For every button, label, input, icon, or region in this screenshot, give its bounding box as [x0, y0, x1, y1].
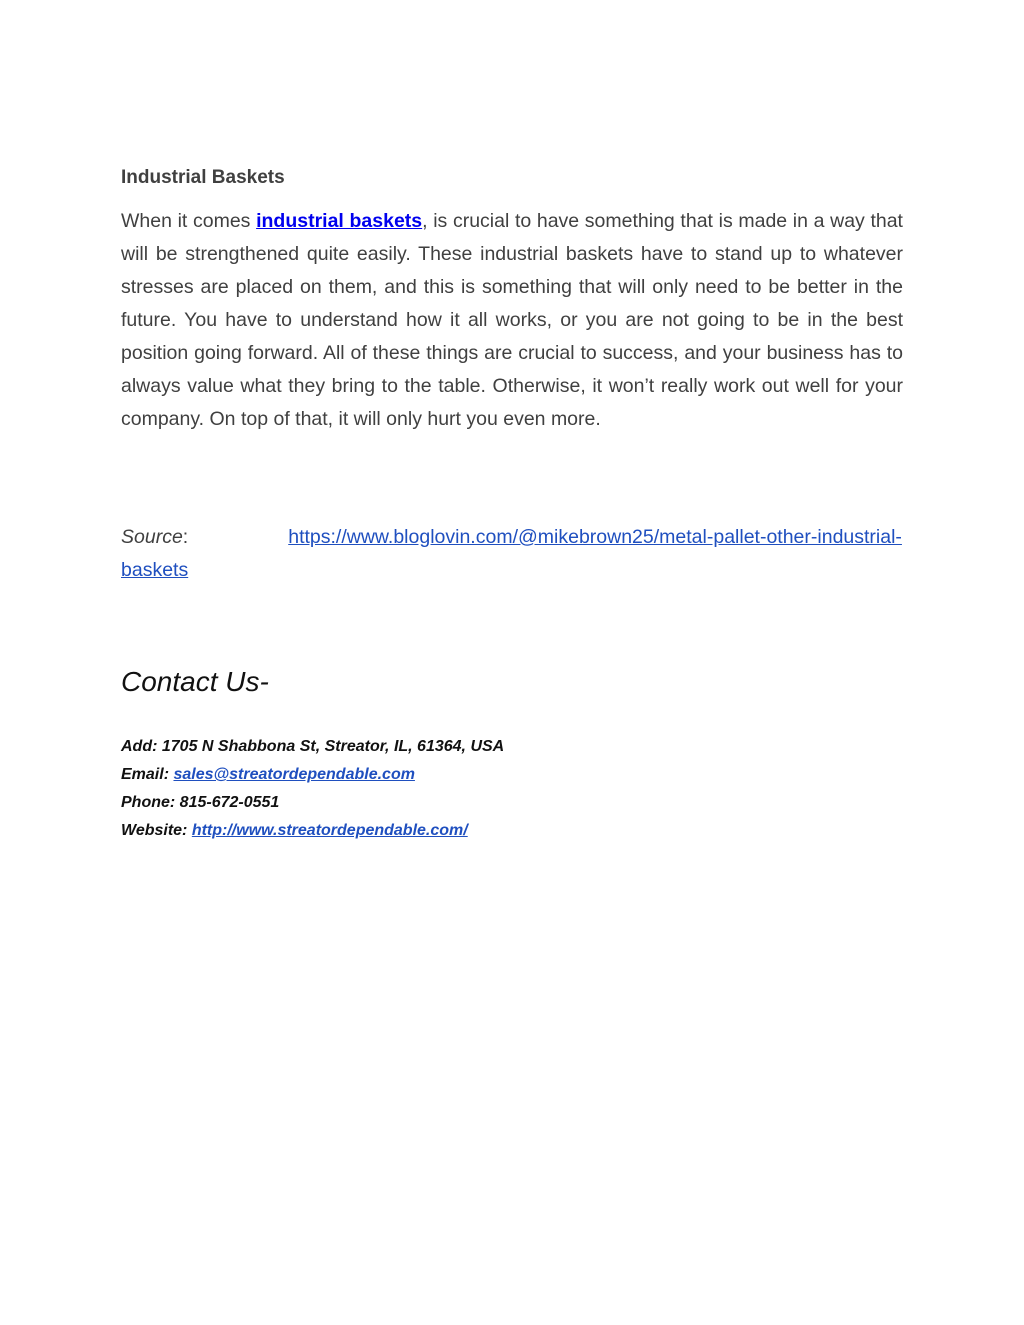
- address-label: Add:: [121, 738, 162, 755]
- contact-details: [121, 733, 504, 845]
- source-colon: :: [182, 526, 189, 548]
- article-paragraph: [121, 205, 903, 436]
- source-line: [121, 521, 903, 587]
- website-link[interactable]: http://www.streatordependable.com/: [191, 822, 468, 839]
- email-row: [121, 761, 504, 789]
- email-link[interactable]: sales@streatordependable.com: [173, 766, 415, 783]
- paragraph-intro-text: When it comes: [121, 210, 257, 232]
- paragraph-body-text: , is crucial to have something that is made in a way that will be strengthened quite easily. These industrial baskets have to stand up to whatever stresses are placed on them, and this is something that will only need to be better in the future. You have to understand how it all works, or you are not going to be in the best position going forward. All of these things are crucial to success, and your business has to always value what they bring to the table. Otherwise, it won’t really work out well for your company. On top of that, it will only hurt you even more.: [121, 210, 903, 430]
- contact-title: Contact Us-: [121, 666, 269, 697]
- address-value: 1705 N Shabbona St, Streator, IL, 61364, USA: [161, 738, 505, 755]
- phone-label: Phone:: [121, 794, 180, 811]
- phone-value: 815-672-0551: [179, 794, 280, 811]
- website-label: Website:: [121, 822, 192, 839]
- website-row: [121, 817, 504, 845]
- source-label: Source: [121, 526, 183, 548]
- article-heading: Industrial Baskets: [121, 167, 285, 188]
- source-url-link[interactable]: https://www.bloglovin.com/@mikebrown25/metal-pallet-other-industrial-baskets: [121, 526, 902, 581]
- address-row: [121, 733, 504, 761]
- phone-row: [121, 789, 504, 817]
- email-label: Email:: [121, 766, 174, 783]
- industrial-baskets-link[interactable]: industrial baskets: [256, 210, 423, 232]
